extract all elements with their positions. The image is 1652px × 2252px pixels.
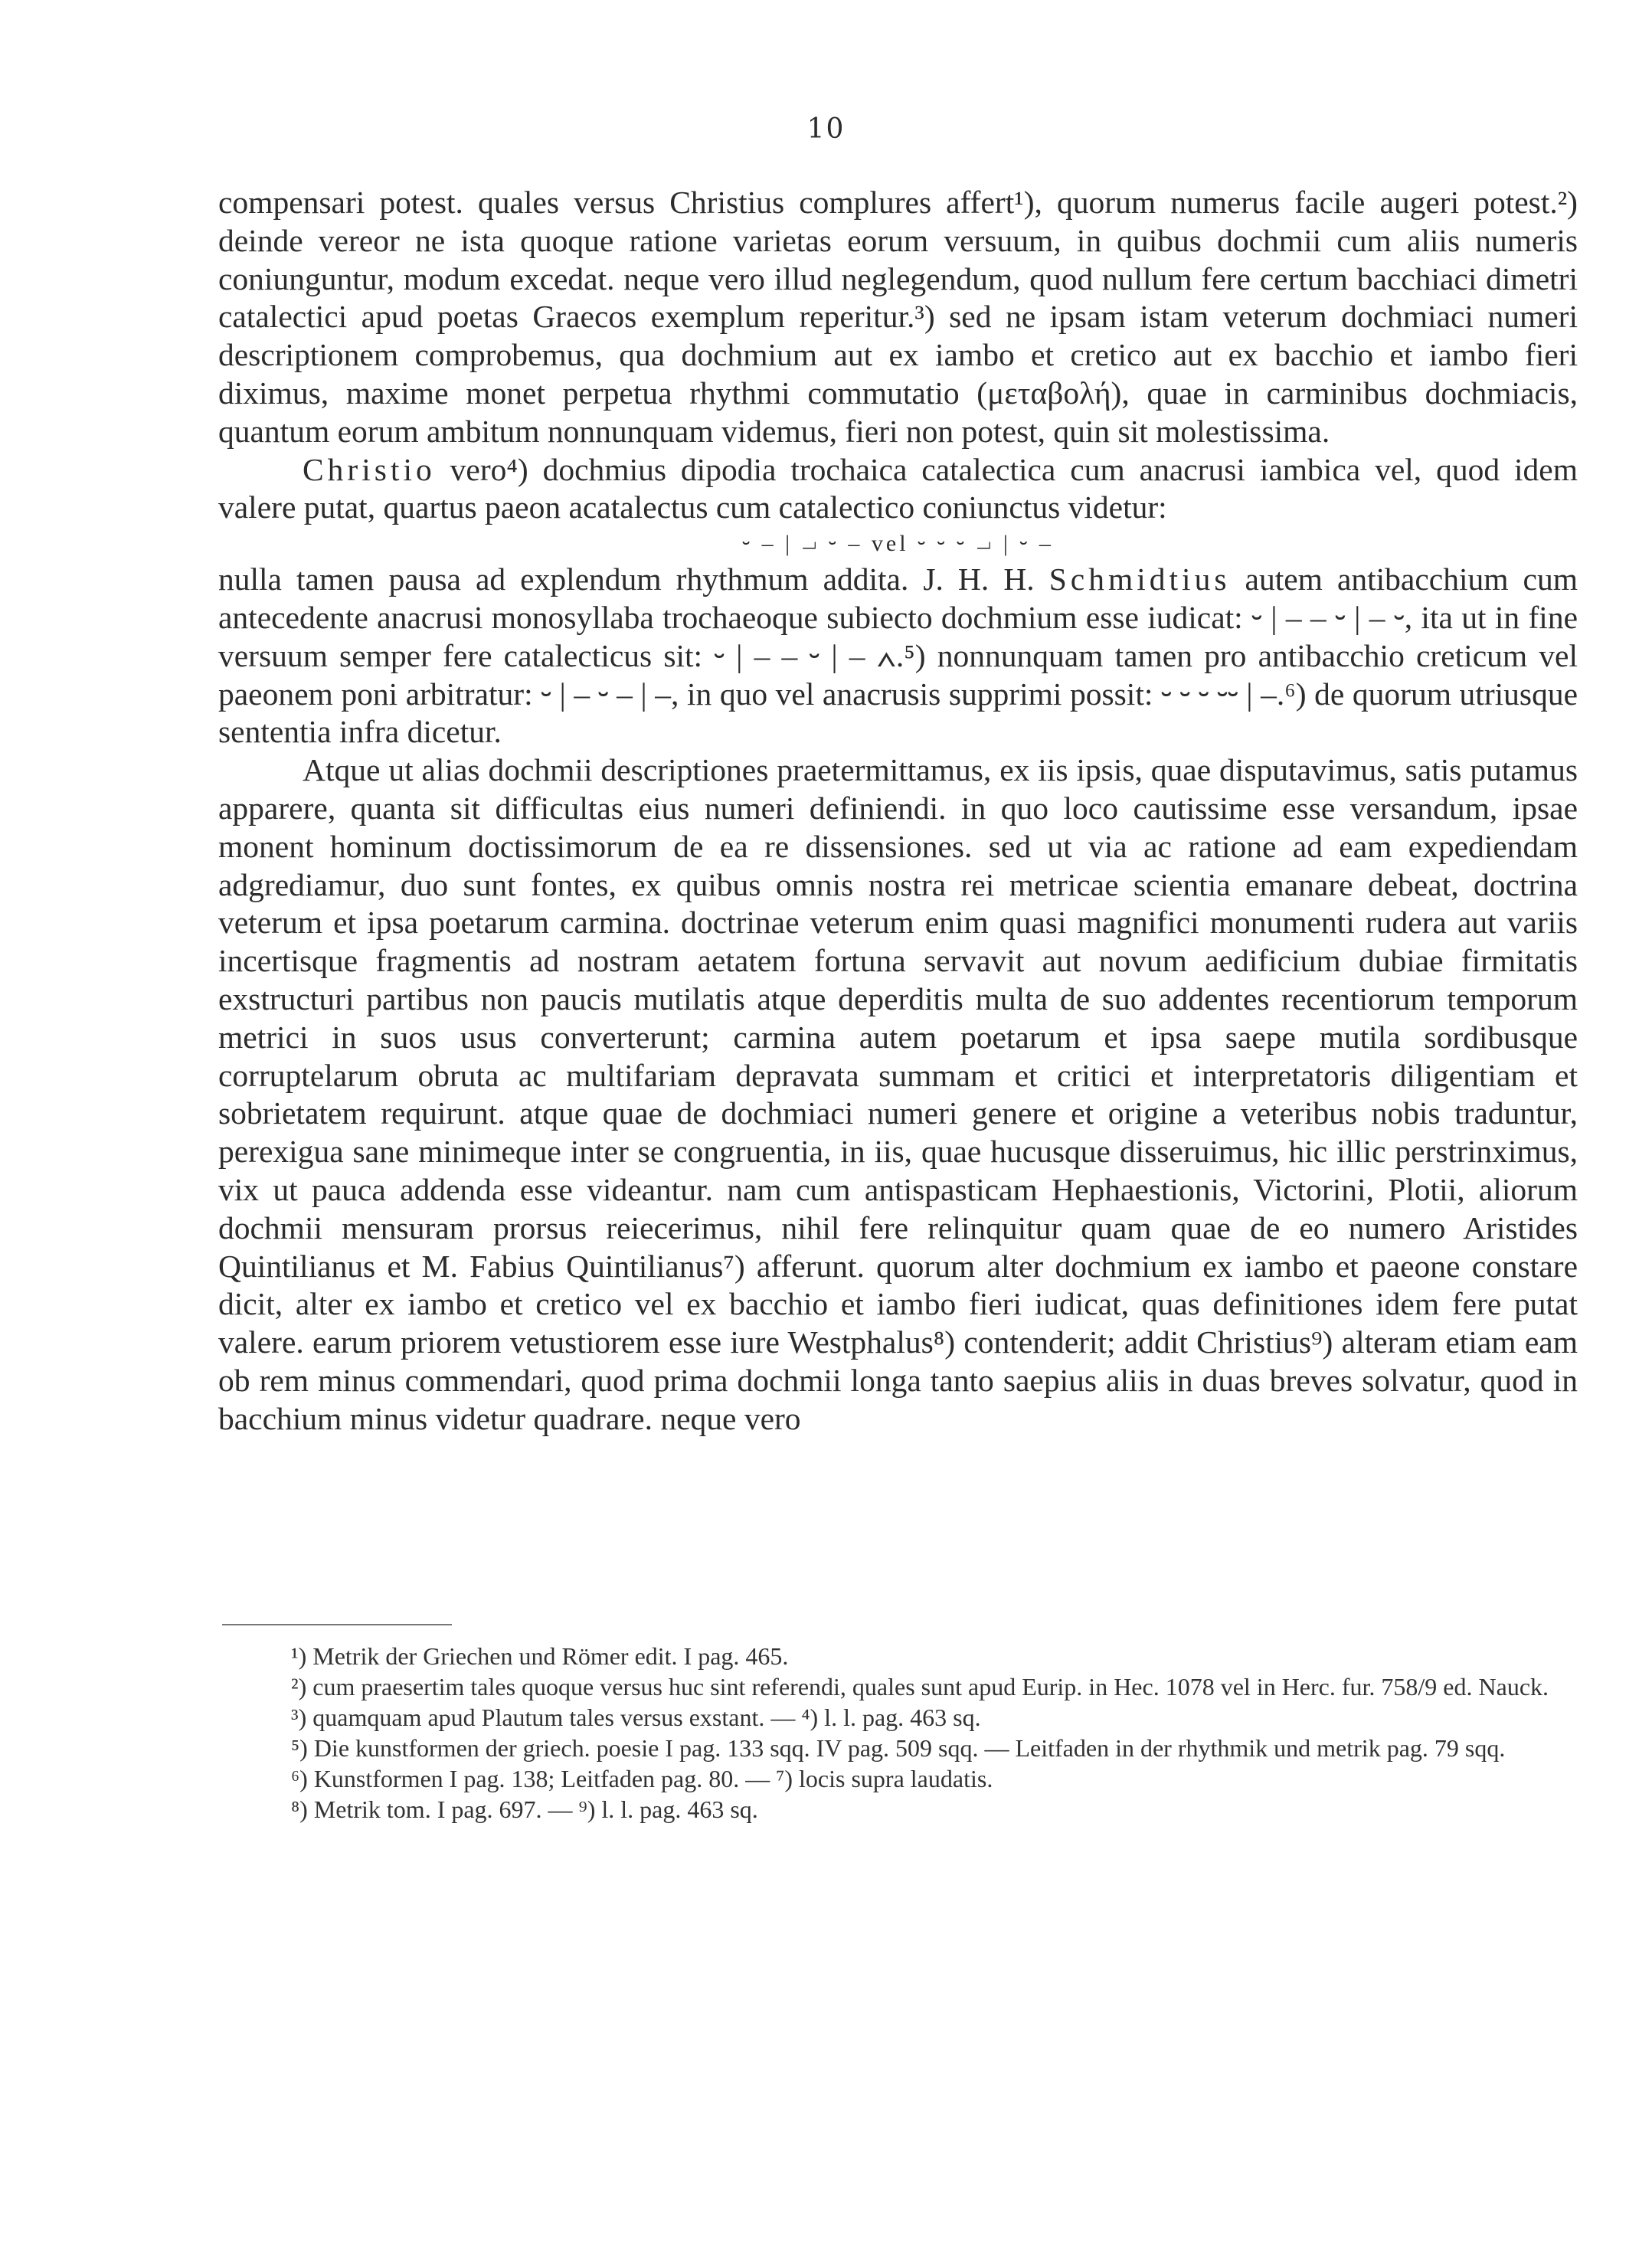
author-name-schmidtius: Schmidtius [1048,561,1231,597]
paragraph-2-text: vero⁴) dochmius dipodia trochaica catalectica cum anacrusi iambica vel, quod idem valere putat, quartus paeon acatalectus cum catalectico coniunctus videtur: [218,451,1578,525]
paragraph-2 [218,451,1578,528]
paragraph-1: compensari potest. quales versus Christius complures affert¹), quorum numerus facile augeri potest.²) deinde vereor ne ista quoque ratione varietas eorum versuum, in quibus dochmii cum aliis numeris coniunguntur, modum excedat. neque vero illud neglegendum, quod nullum fere certum bacchiaci dimetri catalectici apud poetas Graecos exemplum reperitur.³) sed ne ipsam istam veterum dochmiaci numeri descriptionem comprobemus, qua dochmium aut ex iambo et cretico aut ex bacchio et iambo fieri diximus, maxime monet perpetua rhythmi commutatio (μεταβολή), quae in carminibus dochmiacis, quantum eorum ambitum nonnunquam videmus, fieri non potest, quin sit molestissima. [218,185,1578,449]
footnote: ⁶) Kunstformen I pag. 138; Leitfaden pag. 80. — ⁷) locis supra laudatis. [291,1765,993,1792]
page-number: 10 [806,113,846,145]
footnote-divider [222,1624,452,1625]
paragraph-4: Atque ut alias dochmii descriptiones praetermittamus, ex iis ipsis, quae disputavimus, satis putamus apparere, quanta sit difficultas eius numeri definiendi. in quo loco cautissime esse versandum, ipsae monent hominum doctissimorum de ea re dissensiones. sed ut via ac ratione ad eam expediendam adgrediamur, duo sunt fontes, ex quibus omnis nostra rei metricae scientia emanare debeat, doctrina veterum et ipsa poetarum carmina. doctrinae veterum enim quasi magnifici monumenti rudera aut variis incertisque fragmentis ad nostram aetatem fortuna servavit aut novum aedificium dubiae firmitatis exstructuri partibus non paucis mutilatis atque deperditis multa de suo addentes recentiorum temporum metrici in suos usus converterunt; carmina autem poetarum et ipsa saepe mutila sordibusque corruptelarum obruta ac multifariam depravata summam et critici et interpretatoris diligentiam et sobrietatem requirunt. atque quae de dochmiaci numeri genere et origine a veteribus nobis traduntur, perexigua sane minimeque inter se congruentia, in iis, quae hucusque disseruimus, hic illic perstrinximus, vix ut pauca addenda esse videantur. nam cum antispasticam Hephaestionis, Victorini, Plotii, aliorum dochmii mensuram prorsus reiecerimus, nihil fere relinquitur quam quae de eo numero Aristides Quintilianus et M. Fabius Quintilianus⁷) afferunt. quorum alter dochmium ex iambo et paeone constare dicit, alter ex iambo et cretico vel ex bacchio et iambo fieri iudicat, quas definitiones idem fere putat valere. earum priorem vetustiorem esse iure Westphalus⁸) contenderit; addit Christius⁹) alteram etiam eam ob rem minus commendari, quod prima dochmii longa tanto saepius aliis in duas breves solvatur, quod in bacchium minus videtur quadrare. neque vero [218,752,1578,1436]
paragraph-3-rest: autem antibacchium cum antecedente anacrusi monosyllaba trochaeoque subiecto dochmium esse iudicat: ⏑ | – – ⏑ | – ⏑, ita ut in fine versuum semper fere catalecticus sit: ⏑ | – – ⏑ | – ∧.⁵) nonnunquam tamen pro antibacchio creticum vel paeonem poni arbitratur: ⏑ | – ⏑ – | –, in quo vel anacrusis supprimi possit: ⏑ ⏑ ⏑ ⏑⏑ | –.⁶) de quorum utriusque sententia infra dicetur. [218,561,1578,750]
paragraph-3 [218,561,1578,751]
footnote: ²) cum praesertim tales quoque versus huc sint referendi, quales sunt apud Eurip. in Hec. 1078 vel in Herc. fur. 758/9 ed. Nauck. [291,1673,1549,1700]
footnote: ³) quamquam apud Plautum tales versus exstant. — ⁴) l. l. pag. 463 sq. [291,1704,981,1731]
author-name-christius: Christio [303,451,436,487]
footnotes [218,1641,1578,1825]
main-text [218,184,1578,1439]
footnote: ⁸) Metrik tom. I pag. 697. — ⁹) l. l. pag. 463 sq. [291,1795,758,1823]
footnote: ¹) Metrik der Griechen und Römer edit. I pag. 465. [291,1642,789,1670]
paragraph-3-start: nulla tamen pausa ad explendum rhythmum addita. J. H. H. [218,561,1049,597]
metrical-scheme: ⏑ – | ⏗ ⏑ – vel ⏑ ⏑ ⏑ ⏗ | ⏑ – [742,531,1054,557]
footnote: ⁵) Die kunstformen der griech. poesie I pag. 133 sqq. IV pag. 509 sqq. — Leitfaden in der rhythmik und metrik pag. 79 sqq. [291,1734,1506,1762]
